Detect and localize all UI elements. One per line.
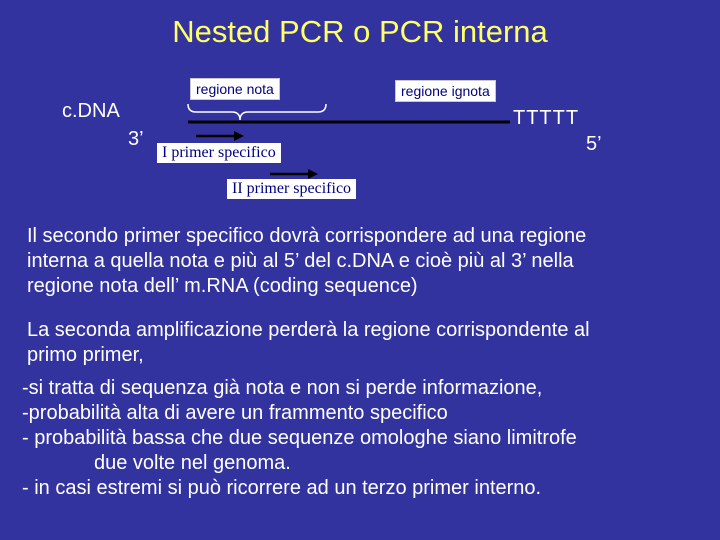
paragraph-2-line: La seconda amplificazione perderà la regione corrispondente al [27,319,590,341]
three-prime-label: 3’ [128,128,144,150]
polya-label: TTTTT [513,107,580,129]
primer1-arrow-head [234,131,244,141]
unknown-region-label: regione ignota [395,80,496,102]
paragraph-2-line: -si tratta di sequenza già nota e non si perde informazione, [22,377,543,399]
paragraph-1-line: interna a quella nota e più al 5’ del c.DNA e cioè più al 3’ nella [27,250,574,272]
five-prime-label: 5’ [586,133,602,155]
paragraph-1-line: Il secondo primer specifico dovrà corrispondere ad una regione [27,225,587,247]
paragraph-2-line: primo primer, [27,344,144,366]
paragraph-1-line: regione nota dell’ m.RNA (coding sequence) [27,275,418,297]
slide-title: Nested PCR o PCR interna [172,14,548,49]
paragraph-2-bullets [22,376,702,501]
primer1-label: I primer specifico [157,143,281,163]
primer2-label: II primer specifico [227,179,356,199]
paragraph-2-line: - in casi estremi si può ricorrere ad un terzo primer interno. [22,477,542,499]
primer2-arrow-head [308,169,318,179]
region-brace [188,104,326,120]
known-region-label: regione nota [190,78,280,100]
cdna-label: c.DNA [62,100,120,122]
paragraph-2-line: - probabilità bassa che due sequenze omologhe siano limitrofe [22,427,577,449]
paragraph-2-line: due volte nel genoma. [94,452,291,474]
paragraph-2-line: -probabilità alta di avere un frammento specifico [22,402,448,424]
paragraph-2 [27,318,707,368]
paragraph-1 [27,224,707,299]
